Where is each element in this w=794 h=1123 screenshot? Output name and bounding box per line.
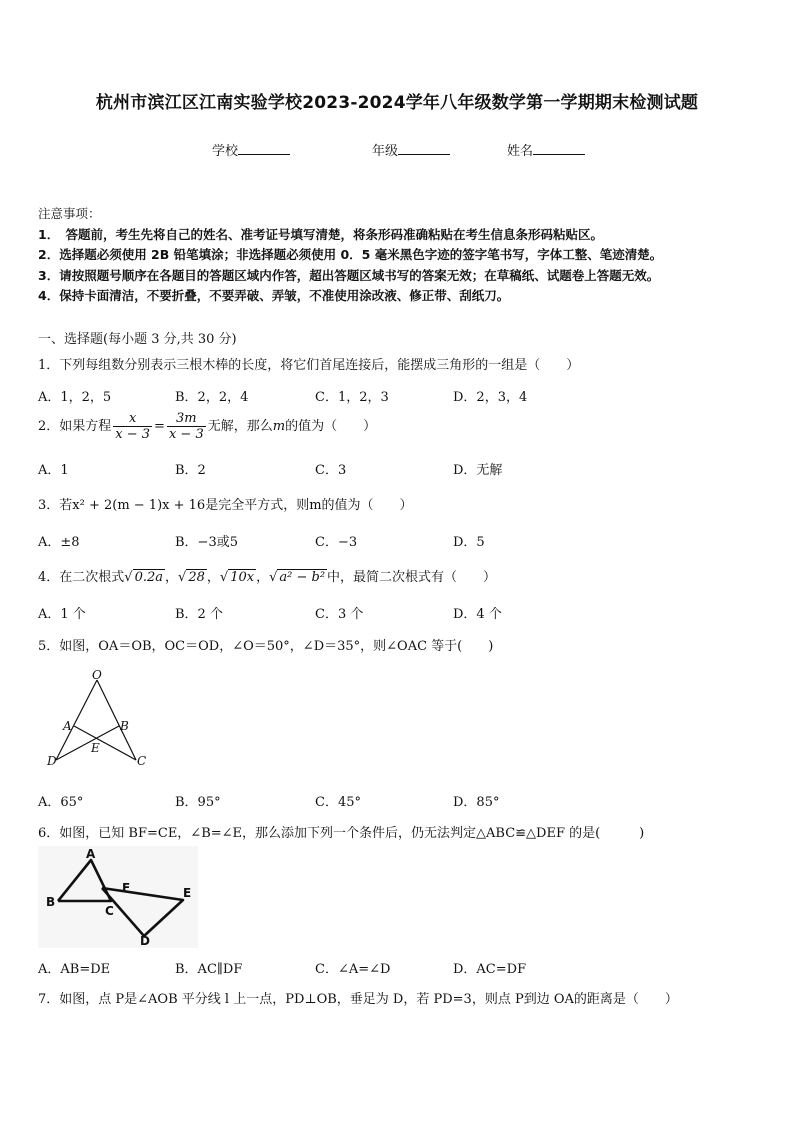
q1-option-d[interactable]: D．2，3，4 [453,390,528,405]
q2-option-d[interactable]: D．无解 [453,463,503,478]
q1-option-c[interactable]: C．1，2，3 [315,390,389,405]
q4-radical-4: √ a² − b² [269,570,326,585]
section-title: 一、选择题(每小题 3 分,共 30 分) [38,332,237,347]
q6-option-a[interactable]: A．AB=DE [38,962,111,977]
q4-sep: ， [165,570,179,585]
name-blank[interactable] [533,140,585,155]
q6-option-b[interactable]: B．AC∥DF [175,962,243,977]
q4-radical-3: √ 10x [219,570,255,585]
q5-figure [44,668,154,772]
q5-label-o: O [92,668,102,682]
notes-item: 1． 答题前，考生先将自己的姓名、准考证号填写清楚，将条形码准确粘贴在考生信息条形码粘贴区。 [38,226,603,242]
grade-blank[interactable] [398,140,450,155]
q3-option-d[interactable]: D．5 [453,535,485,550]
q2-option-c[interactable]: C．3 [315,463,347,478]
question-7: 7．如图，点 P是∠AOB 平分线 l 上一点，PD⊥OB，垂足为 D，若 PD=3，则点 P到边 OA的距离是（ ） [38,992,678,1007]
q4-radical-2: √ 28 [178,570,205,585]
q2-fraction-2 [167,411,206,442]
notes-item: 2．选择题必须使用 2B 铅笔填涂；非选择题必须使用 0．5 毫米黑色字迹的签字笔书写，字体工整、笔迹清楚。 [38,247,663,263]
q2-option-b[interactable]: B．2 [175,463,206,478]
page-title: 杭州市滨江区江南实验学校2023-2024学年八年级数学第一学期期末检测试题 [95,93,699,113]
q5-line-oc [97,680,136,760]
grade-field[interactable] [372,140,450,159]
school-label: 学校 [212,144,239,159]
q6-label-e: E [183,886,192,900]
q3-option-b[interactable]: B．−3或5 [175,535,238,550]
q5-label-e: E [91,741,100,755]
notes-block [38,204,662,307]
q6-label-a: A [86,847,96,861]
q4-option-a[interactable]: A．1 个 [38,607,86,622]
q5-option-d[interactable]: D．85° [453,795,500,810]
q6-figure [38,846,198,948]
question-1: 1．下列每组数分别表示三根木棒的长度，将它们首尾连接后，能摆成三角形的一组是（ ） [38,358,580,373]
q2-option-a[interactable]: A．1 [38,463,69,478]
q2-frac2-num: 3m [167,411,206,427]
q5-option-a[interactable]: A．65° [38,795,84,810]
q2-fraction-1 [113,411,152,442]
q6-label-b: B [46,895,56,909]
q2-frac1-den: x − 3 [115,427,151,442]
q5-option-b[interactable]: B．95° [175,795,221,810]
q2-var: m [272,419,286,434]
q1-option-b[interactable]: B．2，2，4 [175,390,249,405]
q3-expr: x² + 2(m − 1)x + 16 [72,498,206,513]
name-field[interactable] [507,140,585,159]
q4-option-b[interactable]: B．2 个 [175,607,223,622]
q4-radical-1: √ 0.2a [124,570,164,585]
q4-sep: ， [206,570,220,585]
question-5: 5．如图，OA＝OB，OC＝OD，∠O＝50°，∠D＝35°，则∠OAC 等于( ) [38,639,494,654]
school-blank[interactable] [238,140,290,155]
q2-frac1-num: x [113,411,152,427]
question-4 [38,566,496,585]
q4-radicand-1: 0.2a [134,570,164,585]
name-label: 姓名 [507,144,534,159]
question-6: 6．如图，已知 BF=CE，∠B=∠E，那么添加下列一个条件后，仍无法判定△ABC≌△DEF 的是( ) [38,826,645,841]
q3-option-a[interactable]: A．±8 [38,535,80,550]
q5-label-a: A [63,719,72,733]
q4-suffix: 中，最简二次根式有（ ） [327,570,497,585]
q6-label-f: F [122,881,131,895]
q2-suffix: 的值为（ ） [285,419,377,434]
question-3 [38,494,413,513]
q4-radicand-2: 28 [188,570,205,585]
q2-eq: = [154,419,165,434]
q6-label-d: D [140,934,150,948]
q3-option-c[interactable]: C．−3 [315,535,358,550]
q5-label-c: C [137,754,147,768]
q4-radicand-3: 10x [230,570,255,585]
q2-frac2-den: x − 3 [168,427,204,442]
q4-option-c[interactable]: C．3 个 [315,607,364,622]
notes-item: 4．保持卡面清洁，不要折叠，不要弄破、弄皱，不准使用涂改液、修正带、刮纸刀。 [38,288,510,304]
notes-heading: 注意事项： [38,206,101,221]
q1-option-a[interactable]: A．1，2，5 [38,390,112,405]
q4-sep: ， [256,570,270,585]
q4-option-d[interactable]: D．4 个 [453,607,502,622]
q2-prefix: 2．如果方程 [38,419,112,434]
q6-option-d[interactable]: D．AC=DF [453,962,527,977]
q6-option-c[interactable]: C．∠A=∠D [315,962,391,977]
q5-option-c[interactable]: C．45° [315,795,361,810]
q6-label-c: C [105,904,114,918]
school-field[interactable] [212,140,290,159]
q5-label-d: D [47,754,57,768]
q3-suffix: 是完全平方式，则m的值为（ ） [205,498,413,513]
q4-radicand-4: a² − b² [279,570,326,585]
q2-mid: 无解，那么 [207,419,273,434]
q4-prefix: 4．在二次根式 [38,570,125,585]
question-2 [38,411,376,442]
q3-prefix: 3．若 [38,498,73,513]
q5-label-b: B [120,719,129,733]
notes-item: 3．请按照题号顺序在各题目的答题区域内作答，超出答题区域书写的答案无效；在草稿纸、试题卷上答题无效。 [38,267,660,283]
grade-label: 年级 [372,144,399,159]
